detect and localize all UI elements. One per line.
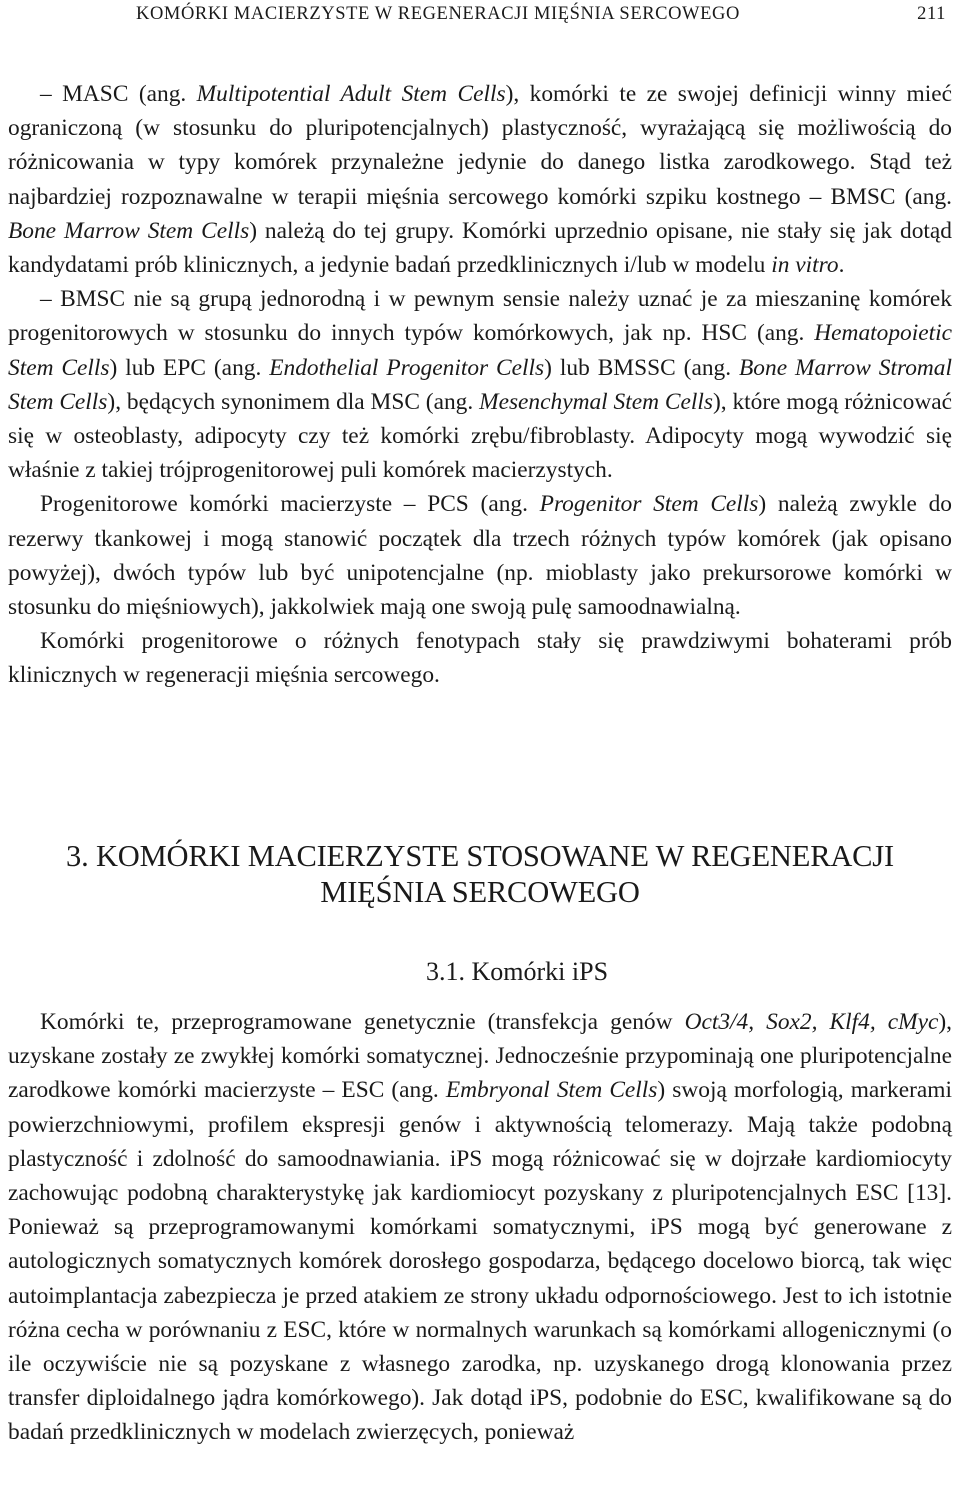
body-text-ips [8,1005,952,1450]
paragraph-progenitor-heroes [8,624,952,692]
italic-term: Bone Marrow Stromal Stem Cells [8,354,952,415]
text-run: ) należą do tej grupy. Komórki uprzednio opisane, nie stały się jak dotąd kandydatami prób klinicznych, a jedynie badań przedklinicznych i/lub w modelu [8,217,953,279]
italic-term: Oct3/4, Sox2, Klf4, cMyc [684,1009,939,1035]
paragraph-pcs [8,487,952,624]
text-run: – BMSC nie są grupą jednorodną i w pewnym sensie należy uznać je za mieszaninę komórek progenitorowych w stosunku do innych typów komórkowych, jak np. HSC (ang. [8,286,952,347]
italic-term: Hematopoietic Stem Cells [8,320,952,381]
page-number: 211 [917,4,946,24]
text-run: Komórki te, przeprogramowane genetycznie (transfekcja genów [40,1009,685,1035]
text-run: Komórki progenitorowe o różnych fenotypach stały się prawdziwymi bohaterami prób klinicznych w regeneracji mięśnia sercowego. [8,628,952,689]
section-heading-line-1: 3. KOMÓRKI MACIERZYSTE STOSOWANE W REGENERACJI [66,839,894,873]
italic-term: Bone Marrow Stem Cells [8,217,250,244]
italic-term: Progenitor Stem Cells [539,491,759,518]
paragraph-bmsc [8,282,952,487]
italic-term: Embryonal Stem Cells [445,1077,658,1104]
text-run: . [838,252,845,279]
text-run: ), komórki te ze swojej definicji winny mieć ograniczoną (w stosunku do pluripotencjalnych) plastyczność, wyrażającą się możliwością do różnicowania w typy komórek przynależne jedynie do danego listka zarodkowego. Stąd też najbardziej rozpoznawalne w terapii mięśnia sercowego komórki szpiku kostnego – BMSC (ang. [8,81,953,210]
italic-term: Multipotential Adult Stem Cells [196,81,506,107]
paragraph-masc [8,77,952,282]
section-heading [0,838,960,910]
text-run: ), uzyskane zostały ze zwykłej komórki somatycznej. Jednocześnie przypominają one pluripotencjalne zarodkowe komórki macierzyste – ESC (ang. [8,1009,952,1104]
text-run: ), które mogą różnicować się w osteoblasty, adipocyty czy też komórki zrębu/fibroblasty. Adipocyty mogą wywodzić się właśnie z takiej trójprogenitorowej puli komórek macierzystych. [8,388,952,484]
text-run: ) lub EPC (ang. [109,354,270,381]
subsection-heading: 3.1. Komórki iPS [426,957,609,986]
running-title: KOMÓRKI MACIERZYSTE W REGENERACJI MIĘŚNIA SERCOWEGO [136,4,740,24]
italic-term: in vitro [771,252,839,279]
paragraph-ips [8,1005,952,1450]
text-run: ) swoją morfologią, markerami powierzchniowymi, profilem ekspresji genów i aktywnością telomerazy. Mają także podobną plastyczność i zdolność do samoodnawiania. iPS mogą różnicować się w dojrzałe kardiomiocyty zachowując podobną charakterystykę jak kardiomiocyt pozyskany z pluripotencjalnych ESC [13]. Ponieważ są przeprogramowanymi komórkami somatycznymi, iPS mogą być generowane z autologicznych somatycznych komórek dorosłego gospodarza, będącego docelowo biorcą, tak więc autoimplantacja zabezpiecza je przed atakiem ze strony układu odpornościowego. Jest to ich istotnie różna cecha w porównaniu z ESC, które w normalnych warunkach są komórkami allogenicznymi (o ile oczywiście nie są pozyskane z własnego zarodka, np. uzyskanego drogą klonowania przez transfer diploidalnego jądra komórkowego). Jak dotąd iPS, podobnie do ESC, kwalifikowane są do badań przedklinicznych w modelach zwierzęcych, ponieważ [8,1077,952,1446]
body-text-before-section [8,77,952,693]
text-run: ) należą zwykle do rezerwy tkankowej i mogą stanowić początek dla trzech różnych typów komórek (jak opisano powyżej), dwóch typów lub być unipotencjalne (np. mioblasty jako prekursorowe komórki w stosunku do mięśniowych), jakkolwiek mają one swoją pulę samoodnawialną. [8,491,952,621]
running-head [136,4,946,28]
italic-term: Endothelial Progenitor Cells [269,354,545,381]
text-run: Progenitorowe komórki macierzyste – PCS (ang. [40,491,540,518]
section-heading-line-2: MIĘŚNIA SERCOWEGO [320,875,640,909]
text-run: ), będących synonimem dla MSC (ang. [107,388,480,415]
italic-term: Mesenchymal Stem Cells [479,388,713,415]
text-run: – MASC (ang. [40,81,197,107]
text-run: ) lub BMSSC (ang. [544,354,740,381]
